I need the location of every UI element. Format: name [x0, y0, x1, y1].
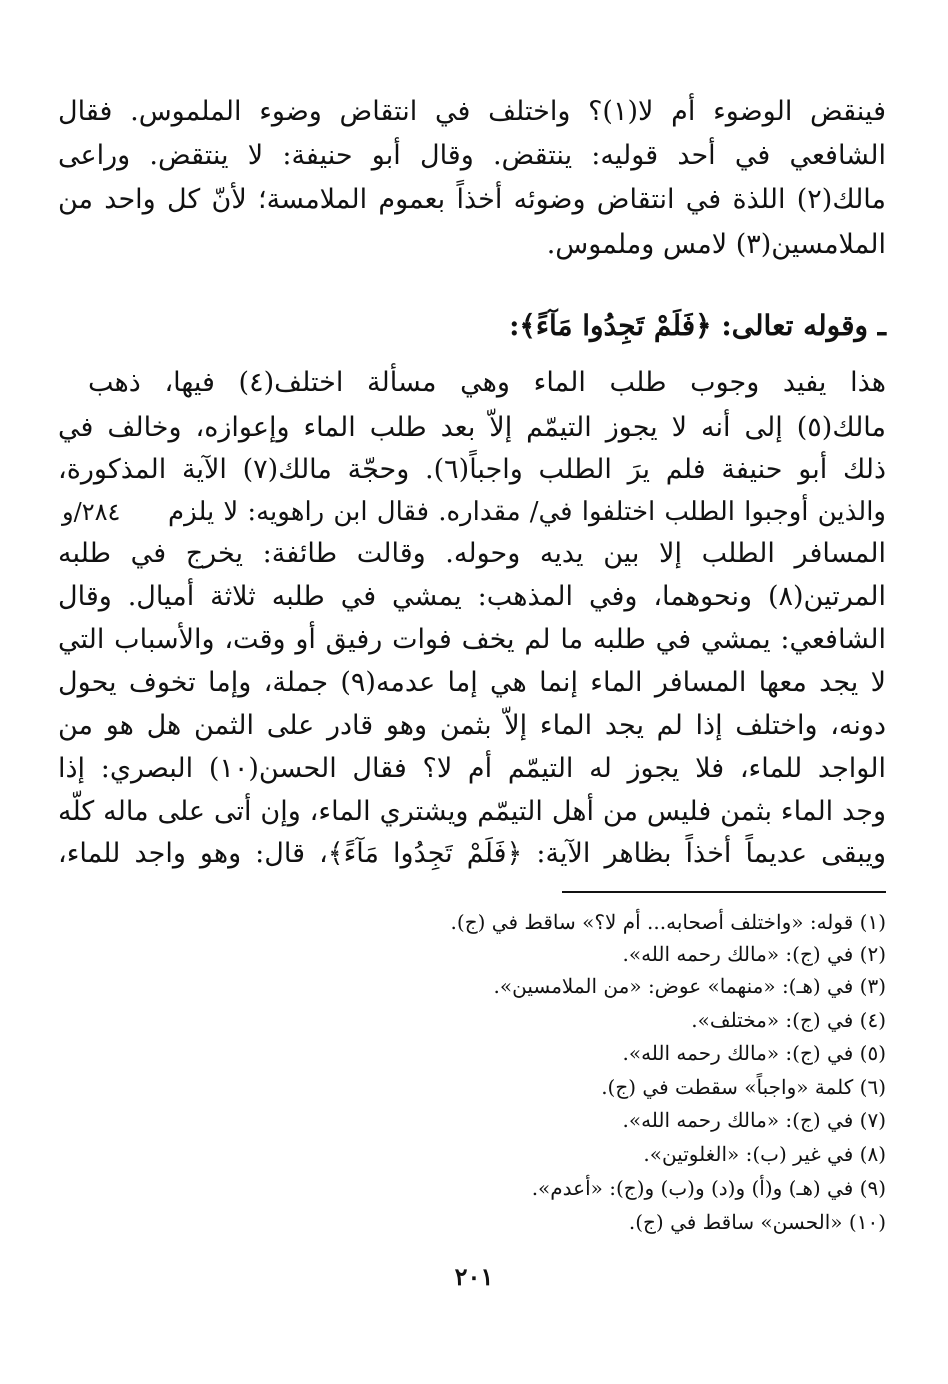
- footnote: (٨) في غير (ب): «الغلوتين».: [643, 1142, 886, 1166]
- text-line: لا يجد معها المسافر الماء إنما هي إما عدمه(٩) جملة، وإما تخوف يحول: [58, 667, 886, 698]
- text-line: هذا يفيد وجوب طلب الماء وهي مسألة اختلف(٤) فيها، ذهب: [88, 367, 887, 398]
- footnote: (٣) في (هـ): «منهما» عوض: «من الملامسين».: [493, 974, 886, 998]
- text-line: وجد الماء بثمن فليس من أهل التيمّم ويشتري الماء، وإن أتى على ماله كلّه: [58, 796, 886, 827]
- text-line: ويبقى عديماً أخذاً بظاهر الآية: ﴿فَلَمْ تَجِدُوا مَآءً﴾، قال: وهو واجد للماء،: [58, 838, 886, 869]
- text-line: المرتين(٨) ونحوهما، وفي المذهب: يمشي في طلبه ثلاثة أميال. وقال: [58, 581, 886, 612]
- text-line: الشافعي: يمشي في طلبه ما لم يخف فوات رفيق أو وقت، والأسباب التي: [58, 624, 886, 655]
- page-number: ٢٠١: [454, 1262, 494, 1291]
- footnote: (٦) كلمة «واجباً» سقطت في (ج).: [601, 1075, 886, 1099]
- footnote: (٤) في (ج): «مختلف».: [691, 1008, 886, 1032]
- footnote: (٧) في (ج): «مالك رحمه الله».: [622, 1108, 886, 1132]
- text-line: مالك(٢) اللذة في انتقاض وضوئه أخذاً بعموم الملامسة؛ لأنّ كل واحد من: [58, 184, 886, 215]
- text-line: الواجد للماء، فلا يجوز له التيمّم أم لا؟ فقال الحسن(١٠) البصري: إذا: [58, 753, 886, 784]
- text-line: فينقض الوضوء أم لا(١)؟ واختلف في انتقاض وضوء الملموس. فقال: [58, 96, 886, 127]
- text-line: الشافعي في أحد قوليه: ينتقض. وقال أبو حنيفة: لا ينتقض. وراعى: [58, 140, 886, 171]
- text-line: ذلك أبو حنيفة فلم يرَ الطلب واجباً(٦). وحجّة مالك(٧) الآية المذكورة،: [58, 454, 886, 485]
- footnote: (١) قوله: «واختلف أصحابه... أم لا؟» ساقط في (ج).: [450, 910, 886, 934]
- text-line: والذين أوجبوا الطلب اختلفوا في/ مقداره. فقال ابن راهويه: لا يلزم: [168, 497, 886, 527]
- text-line: مالك(٥) إلى أنه لا يجوز التيمّم إلاّ بعد طلب الماء وإعوازه، وخالف في: [58, 412, 886, 443]
- text-line: دونه، واختلف إذا لم يجد الماء إلاّ بثمن وهو قادر على الثمن هل هو من: [58, 710, 886, 741]
- footnote: (٩) في (هـ) و(أ) و(د) و(ب) و(ج): «أعدم».: [531, 1176, 886, 1200]
- section-heading: ـ وقوله تعالى: ﴿فَلَمْ تَجِدُوا مَآءً﴾:: [509, 309, 886, 342]
- footnote: (٢) في (ج): «مالك رحمه الله».: [622, 942, 886, 966]
- footnote-separator: [562, 891, 886, 893]
- footnote: (٥) في (ج): «مالك رحمه الله».: [622, 1041, 886, 1065]
- text-line: الملامسين(٣) لامس وملموس.: [546, 229, 886, 260]
- manuscript-folio-note: ٢٨٤/و: [62, 498, 121, 526]
- footnote: (١٠) «الحسن» ساقط في (ج).: [628, 1210, 886, 1234]
- text-line: المسافر الطلب إلا بين يديه وحوله. وقالت طائفة: يخرج في طلبه: [58, 538, 886, 569]
